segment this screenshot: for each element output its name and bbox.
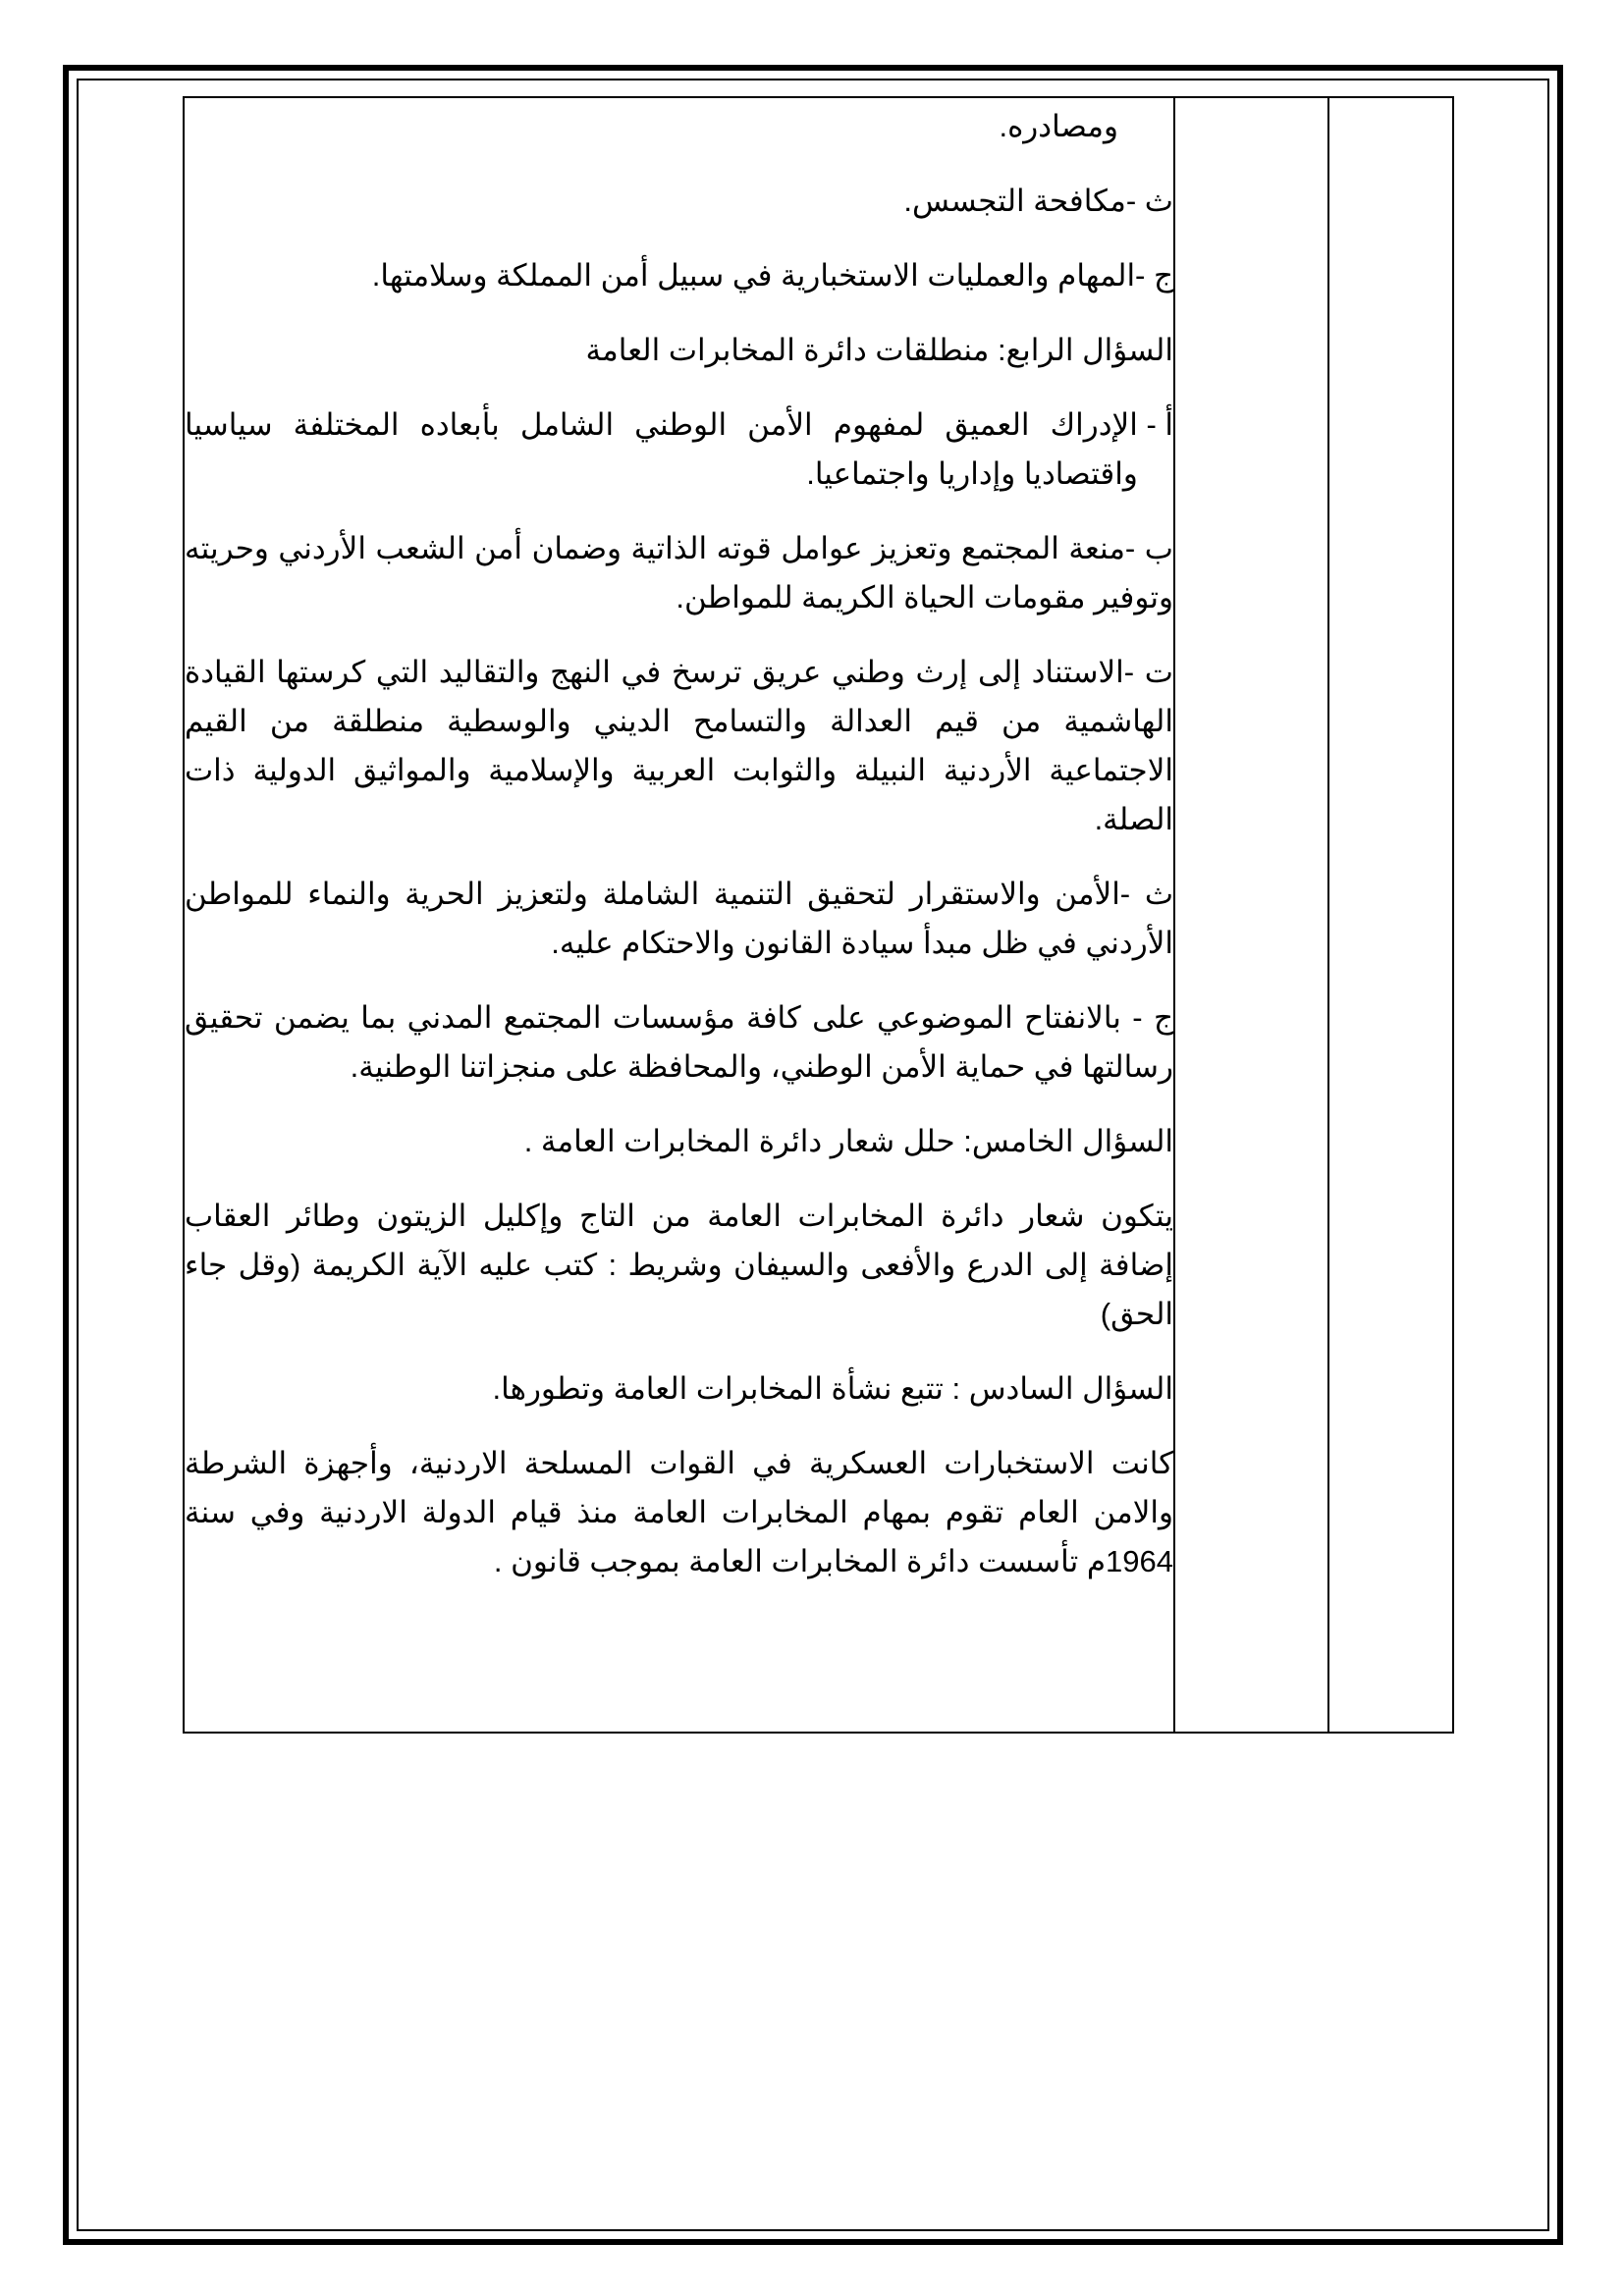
question-4-title: السؤال الرابع: منطلقات دائرة المخابرات العامة: [585, 333, 1173, 367]
empty-cell: [1174, 97, 1328, 1733]
empty-cell: [1328, 97, 1453, 1733]
question-6-title: السؤال السادس : تتبع نشأة المخابرات العامة وتطورها.: [492, 1371, 1173, 1406]
paragraph-sources: ومصادره.: [999, 109, 1118, 143]
q4-item-a: [185, 400, 1173, 499]
question-5-title: السؤال الخامس: حلل شعار دائرة المخابرات العامة .: [523, 1124, 1173, 1158]
q4-item-a-marker: أ -: [1137, 407, 1173, 442]
q4-item-b: ب -منعة المجتمع وتعزيز عوامل قوته الذاتية وضمان أمن الشعب الأردني وحريته وتوفير مقومات الحياة الكريمة للمواطن.: [185, 531, 1173, 614]
question-6-answer: كانت الاستخبارات العسكرية في القوات المسلحة الاردنية، وأجهزة الشرطة والامن العام تقوم بمهام المخابرات العامة منذ قيام الدولة الاردنية وفي سنة 1964م تأسست دائرة المخابرات العامة بموجب قانون .: [185, 1446, 1173, 1578]
content-table: [183, 96, 1454, 1734]
question-5-answer: يتكون شعار دائرة المخابرات العامة من التاج وإكليل الزيتون وطائر العقاب إضافة إلى الدرع والأفعى والسيفان وشريط : كتب عليه الآية الكريمة (وقل جاء الحق): [185, 1199, 1173, 1331]
table-row: [184, 97, 1453, 1733]
q4-item-j: ج - بالانفتاح الموضوعي على كافة مؤسسات المجتمع المدني بما يضمن تحقيق رسالتها في حماية الأمن الوطني، والمحافظة على منجزاتنا الوطنية.: [185, 1000, 1173, 1084]
text-cell: [184, 97, 1174, 1733]
q4-item-t: ت -الاستناد إلى إرث وطني عريق ترسخ في النهج والتقاليد التي كرستها القيادة الهاشمية من قيم العدالة والتسامح الديني والوسطية منطلقة من القيم الاجتماعية الأردنية النبيلة والثوابت العربية والإسلامية والمواثيق الدولية ذات الصلة.: [185, 655, 1173, 836]
item-counter-espionage: ث -مكافحة التجسس.: [903, 184, 1173, 218]
q4-item-th: ث -الأمن والاستقرار لتحقيق التنمية الشاملة ولتعزيز الحرية والنماء للمواطن الأردني في ظل مبدأ سيادة القانون والاحتكام عليه.: [185, 877, 1173, 960]
q4-item-a-text: الإدراك العميق لمفهوم الأمن الوطني الشامل بأبعاده المختلفة سياسيا واقتصاديا وإداريا واجتماعيا.: [185, 407, 1138, 491]
item-intelligence-tasks: ج -المهام والعمليات الاستخبارية في سبيل أمن المملكة وسلامتها.: [371, 258, 1173, 293]
